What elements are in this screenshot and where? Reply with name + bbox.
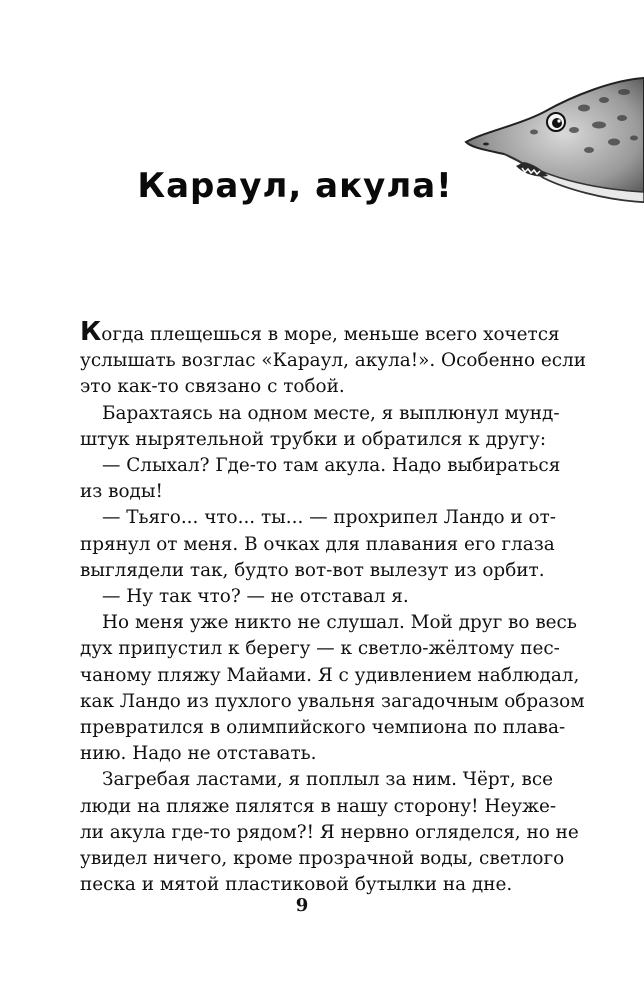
paragraph-line: Но меня уже никто не слушал. Мой друг во весь <box>102 612 577 634</box>
paragraph-line: — Тьяго... что... ты... — прохрипел Ландо и от- <box>102 507 556 529</box>
paragraph-line: ли акула где-то рядом?! Я нервно огляделся, но не <box>80 821 579 843</box>
paragraph-line: выглядели так, будто вот-вот вылезут из орбит. <box>80 559 545 581</box>
paragraph-line: штук нырятельной трубки и обратился к другу: <box>80 428 547 450</box>
paragraph-line: Загребая ластами, я поплыл за ним. Чёрт, все <box>102 769 554 791</box>
paragraph-line: из воды! <box>80 481 163 503</box>
paragraph-line: — Ну так что? — не отставал я. <box>102 586 409 608</box>
paragraph-line-1: Когда плещешься в море, меньше всего хочется <box>80 317 560 347</box>
paragraph-line: дух припустил к берегу — к светло-жёлтому пес- <box>80 638 560 660</box>
paragraph-line: Барахтаясь на одном месте, я выплюнул мунд- <box>102 402 560 424</box>
drop-cap: К <box>80 317 102 347</box>
chapter-title: Караул, акула! <box>137 166 453 206</box>
paragraph-line: превратился в олимпийского чемпиона по плава- <box>80 717 566 739</box>
paragraph-line: услышать возглас «Караул, акула!». Особенно если <box>80 350 587 372</box>
paragraph-line: — Слыхал? Где-то там акула. Надо выбираться <box>102 455 561 477</box>
paragraph-line: увидел ничего, кроме прозрачной воды, светлого <box>80 848 565 870</box>
paragraph-line: песка и мятой пластиковой бутылки на дне. <box>80 874 513 896</box>
paragraph-line: нию. Надо не отставать. <box>80 743 317 765</box>
body-text <box>80 317 587 898</box>
paragraph-line: как Ландо из пухлого увальня загадочным образом <box>80 690 585 712</box>
paragraph-line: чаному пляжу Майами. Я с удивлением наблюдал, <box>80 664 580 686</box>
paragraph-line: люди на пляже пялятся в нашу сторону! Неуже- <box>80 795 557 817</box>
page-number: 9 <box>295 895 309 916</box>
paragraph-line: это как-то связано с тобой. <box>80 376 345 398</box>
paragraph-line: прянул от меня. В очках для плавания его глаза <box>80 533 555 555</box>
